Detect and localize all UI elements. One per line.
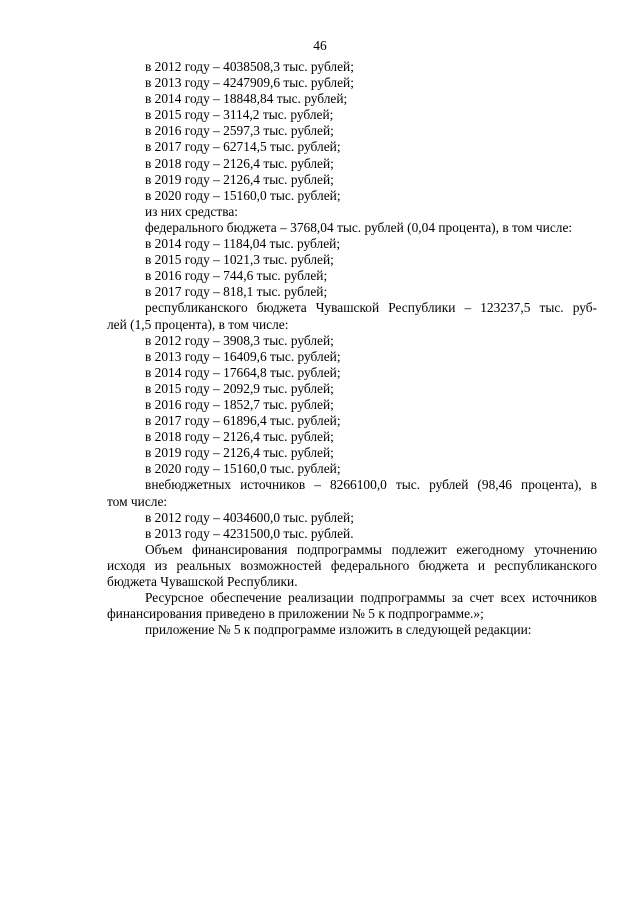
text-line: Ресурсное обеспечение реализации подпрограммы за счет всех источников <box>145 590 597 606</box>
text-line: из них средства: <box>145 203 239 219</box>
text-line: в 2017 году – 818,1 тыс. рублей; <box>145 284 328 300</box>
text-line: внебюджетных источников – 8266100,0 тыс. рублей (98,46 процента), в <box>145 477 597 493</box>
text-line: в 2018 году – 2126,4 тыс. рублей; <box>145 429 334 445</box>
text-line: в 2012 году – 4034600,0 тыс. рублей; <box>145 509 354 525</box>
text-line: в 2013 году – 16409,6 тыс. рублей; <box>145 348 341 364</box>
text-line: в 2013 году – 4247909,6 тыс. рублей; <box>145 75 354 91</box>
text-line: в 2012 году – 4038508,3 тыс. рублей; <box>145 59 354 74</box>
text-line: в 2020 году – 15160,0 тыс. рублей; <box>145 187 341 203</box>
text-line: в 2015 году – 3114,2 тыс. рублей; <box>145 107 334 123</box>
document-body <box>107 59 597 638</box>
text-line: исходя из реальных возможностей федерального бюджета и республиканского <box>107 557 597 573</box>
text-line: в 2015 году – 2092,9 тыс. рублей; <box>145 380 334 396</box>
text-line: в 2017 году – 62714,5 тыс. рублей; <box>145 139 341 155</box>
text-line: в 2014 году – 17664,8 тыс. рублей; <box>145 364 341 380</box>
text-line: в 2020 году – 15160,0 тыс. рублей; <box>145 461 341 477</box>
text-line: в 2014 году – 1184,04 тыс. рублей; <box>145 236 341 252</box>
text-line: в 2016 году – 744,6 тыс. рублей; <box>145 268 328 284</box>
text-line: в 2016 году – 1852,7 тыс. рублей; <box>145 396 334 412</box>
text-line: федерального бюджета – 3768,04 тыс. рублей (0,04 процента), в том числе: <box>145 219 573 235</box>
text-line: в 2019 году – 2126,4 тыс. рублей; <box>145 171 334 187</box>
text-line: финансирования приведено в приложении № 5 к подпрограмме.»; <box>107 606 484 622</box>
text-line: в 2016 году – 2597,3 тыс. рублей; <box>145 123 334 139</box>
text-line: приложение № 5 к подпрограмме изложить в следующей редакции: <box>145 622 532 638</box>
text-line: том числе: <box>107 493 168 509</box>
text-line: в 2013 году – 4231500,0 тыс. рублей. <box>145 525 354 541</box>
text-line: бюджета Чувашской Республики. <box>107 574 298 589</box>
text-line: лей (1,5 процента), в том числе: <box>107 316 289 332</box>
text-line: в 2017 году – 61896,4 тыс. рублей; <box>145 413 341 429</box>
text-line: в 2015 году – 1021,3 тыс. рублей; <box>145 252 334 268</box>
text-line: в 2019 году – 2126,4 тыс. рублей; <box>145 445 334 461</box>
text-line: республиканского бюджета Чувашской Республики – 123237,5 тыс. руб- <box>145 300 597 316</box>
page-number: 46 <box>313 38 327 53</box>
text-line: в 2014 году – 18848,84 тыс. рублей; <box>145 91 348 107</box>
text-line: в 2012 году – 3908,3 тыс. рублей; <box>145 332 334 348</box>
text-line: Объем финансирования подпрограммы подлежит ежегодному уточнению <box>145 541 597 557</box>
text-line: в 2018 году – 2126,4 тыс. рублей; <box>145 155 334 171</box>
